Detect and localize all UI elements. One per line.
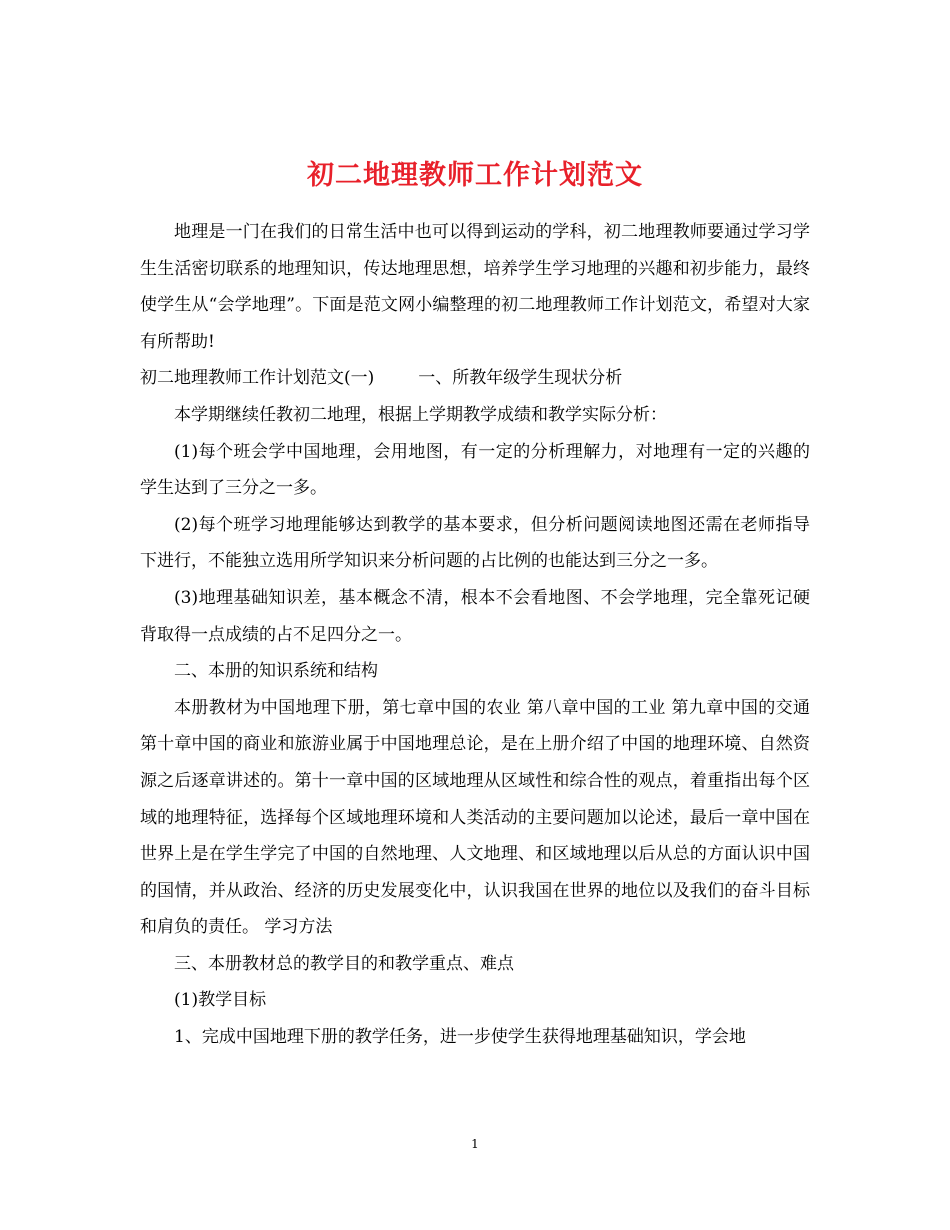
teaching-goal-1: 1、完成中国地理下册的教学任务，进一步使学生获得地理基础知识，学会地 <box>174 1027 746 1048</box>
paragraph-analysis-2: (2)每个班学习地理能够达到教学的基本要求，但分析问题阅读地图还需在老师指导下进行，不能独立选用所学知识来分析问题的占比例的也能达到三分之一多。 <box>140 514 810 572</box>
section-two-heading: 二、本册的知识系统和结构 <box>174 661 378 682</box>
document-body <box>140 214 810 1056</box>
paragraph-analysis-intro: 本学期继续任教初二地理，根据上学期教学成绩和教学实际分析： <box>174 404 667 425</box>
intro-paragraph: 地理是一门在我们的日常生活中也可以得到运动的学科，初二地理教师要通过学习学生生活密切联系的地理知识，传达地理思想，培养学生学习地理的兴趣和初步能力，最终使学生从“会学地理”。下面是范文网小编整理的初二地理教师工作计划范文，希望对大家有所帮助! <box>140 222 810 352</box>
section-heading-left: 初二地理教师工作计划范文(一) <box>140 368 375 389</box>
document-title: 初二地理教师工作计划范文 <box>307 160 643 192</box>
paragraph-analysis-1: (1)每个班会学中国地理，会用地图，有一定的分析理解力，对地理有一定的兴趣的学生达到了三分之一多。 <box>140 441 810 499</box>
teaching-goals-heading: (1)教学目标 <box>174 990 267 1011</box>
section-heading-right: 一、所教年级学生现状分析 <box>418 368 623 389</box>
page-number: 1 <box>471 1137 479 1151</box>
section-heading-line <box>140 360 810 397</box>
paragraph-analysis-3: (3)地理基础知识差，基本概念不清，根本不会看地图、不会学地理，完全靠死记硬背取得一点成绩的占不足四分之一。 <box>140 587 810 645</box>
section-three-heading: 三、本册教材总的教学目的和教学重点、难点 <box>174 953 514 974</box>
paragraph-textbook-structure: 本册教材为中国地理下册，第七章中国的农业 第八章中国的工业 第九章中国的交通 第十章中国的商业和旅游业属于中国地理总论，是在上册介绍了中国的地理环境、自然资源之后逐章讲述的。第十一章中国的区域地理从区域性和综合性的观点，着重指出每个区域的地理特征，选择每个区域地理环境和人类活动的主要问题加以论述，最后一章中国在世界上是在学生学完了中国的自然地理、人文地理、和区域地理以后从总的方面认识中国的国情，并从政治、经济的历史发展变化中，认识我国在世界的地位以及我们的奋斗目标和肩负的责任。 学习方法 <box>140 697 810 938</box>
